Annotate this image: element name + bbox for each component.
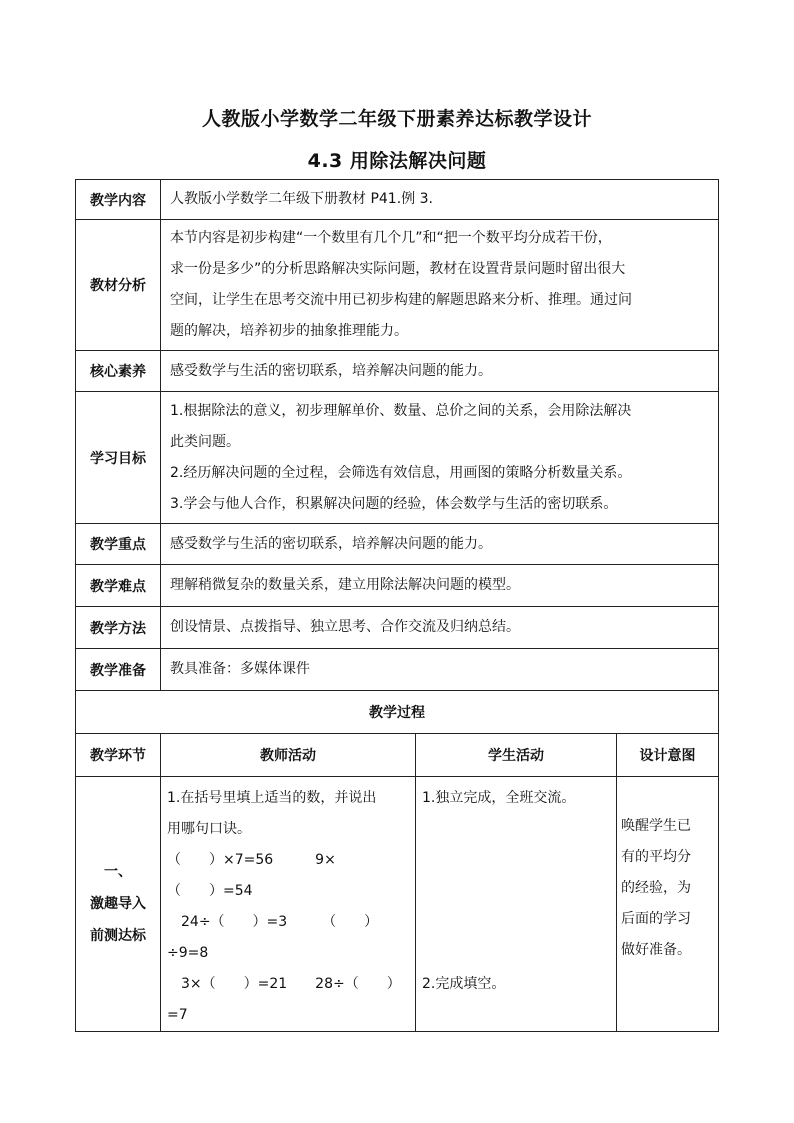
column-header: 学生活动 [416, 734, 617, 777]
text-line: 1.在括号里填上适当的数，并说出 [167, 790, 377, 806]
row-difficulty [76, 565, 719, 607]
text-line: 2.完成填空。 [422, 976, 506, 992]
design-intent [617, 777, 719, 1032]
row-label: 教学难点 [76, 565, 161, 607]
text-line: 有的平均分 [621, 849, 691, 865]
text-line: 的经验，为 [621, 880, 691, 896]
text-line: 创设情景、点拨指导、独立思考、合作交流及归纳总结。 [170, 619, 520, 635]
column-header: 教师活动 [161, 734, 416, 777]
text-line: 1.根据除法的意义，初步理解单价、数量、总价之间的关系，会用除法解决 [170, 402, 632, 419]
row-objectives [76, 392, 719, 524]
stage-name: 激趣导入 [90, 896, 146, 912]
row-value [161, 180, 719, 220]
teacher-activity [161, 777, 416, 1032]
student-activity [416, 777, 617, 1032]
text-line: （ ）=54 [167, 883, 253, 899]
text-line: 教具准备：多媒体课件 [170, 661, 310, 677]
text-line: 求一份是多少”的分析思路解决实际问题，教材在设置背景问题时留出很大 [170, 261, 626, 277]
column-header: 教学环节 [76, 734, 161, 777]
row-label: 教学准备 [76, 649, 161, 691]
row-content [76, 180, 719, 220]
row-core-literacy [76, 351, 719, 392]
text-line: 本节内容是初步构建“一个数里有几个几”和“把一个数平均分成若干份， [170, 230, 612, 246]
row-label: 核心素养 [76, 351, 161, 392]
row-value [161, 565, 719, 607]
stage-number: 一、 [104, 864, 132, 880]
process-heading: 教学过程 [76, 691, 719, 734]
row-method [76, 607, 719, 649]
row-value [161, 220, 719, 351]
spacer [422, 814, 612, 969]
row-label: 教材分析 [76, 220, 161, 351]
text-line: 用哪句口诀。 [167, 821, 251, 837]
text-line: 做好准备。 [621, 942, 691, 958]
text-line: 2.经历解决问题的全过程，会筛选有效信息，用画图的策略分析数量关系。 [170, 464, 632, 481]
row-value [161, 524, 719, 565]
text-line: 24÷（ ）=3 （ ） [167, 914, 379, 930]
lesson-plan-table [75, 179, 719, 1032]
row-key-point [76, 524, 719, 565]
text-line: =7 [167, 1007, 188, 1023]
text-line: （ ）×7=56 9× [167, 852, 336, 868]
row-value [161, 351, 719, 392]
row-analysis [76, 220, 719, 351]
process-stage-row [76, 777, 719, 1032]
text-line: 感受数学与生活的密切联系，培养解决问题的能力。 [170, 535, 492, 552]
text-line: 题的解决，培养初步的抽象推理能力。 [170, 323, 408, 339]
row-value [161, 607, 719, 649]
text-line: 3×（ ）=21 28÷（ ） [167, 976, 401, 992]
row-value [161, 649, 719, 691]
page-title: 人教版小学数学二年级下册素养达标教学设计 [201, 108, 592, 130]
stage-name: 前测达标 [90, 928, 146, 944]
row-label: 教学方法 [76, 607, 161, 649]
process-columns-row [76, 734, 719, 777]
text-line: 感受数学与生活的密切联系，培养解决问题的能力。 [170, 362, 492, 379]
text-line: 此类问题。 [170, 433, 240, 450]
lesson-title: 4.3 用除法解决问题 [307, 150, 487, 172]
text-line: 唤醒学生已 [621, 818, 691, 834]
column-header: 设计意图 [617, 734, 719, 777]
text-line: 人教版小学数学二年级下册教材 P41.例 3. [170, 191, 433, 207]
text-line: 3.学会与他人合作，积累解决问题的经验，体会数学与生活的密切联系。 [170, 495, 618, 512]
row-value [161, 392, 719, 524]
stage-label [76, 777, 161, 1032]
text-line: 后面的学习 [621, 911, 691, 927]
text-line: 1.独立完成，全班交流。 [422, 790, 576, 806]
row-label: 教学重点 [76, 524, 161, 565]
process-heading-row [76, 691, 719, 734]
text-line: 空间，让学生在思考交流中用已初步构建的解题思路来分析、推理。通过问 [170, 292, 632, 308]
row-label: 教学内容 [76, 180, 161, 220]
text-line: ÷9=8 [167, 945, 209, 961]
row-label: 学习目标 [76, 392, 161, 524]
row-preparation [76, 649, 719, 691]
text-line: 理解稍微复杂的数量关系，建立用除法解决问题的模型。 [170, 577, 520, 593]
